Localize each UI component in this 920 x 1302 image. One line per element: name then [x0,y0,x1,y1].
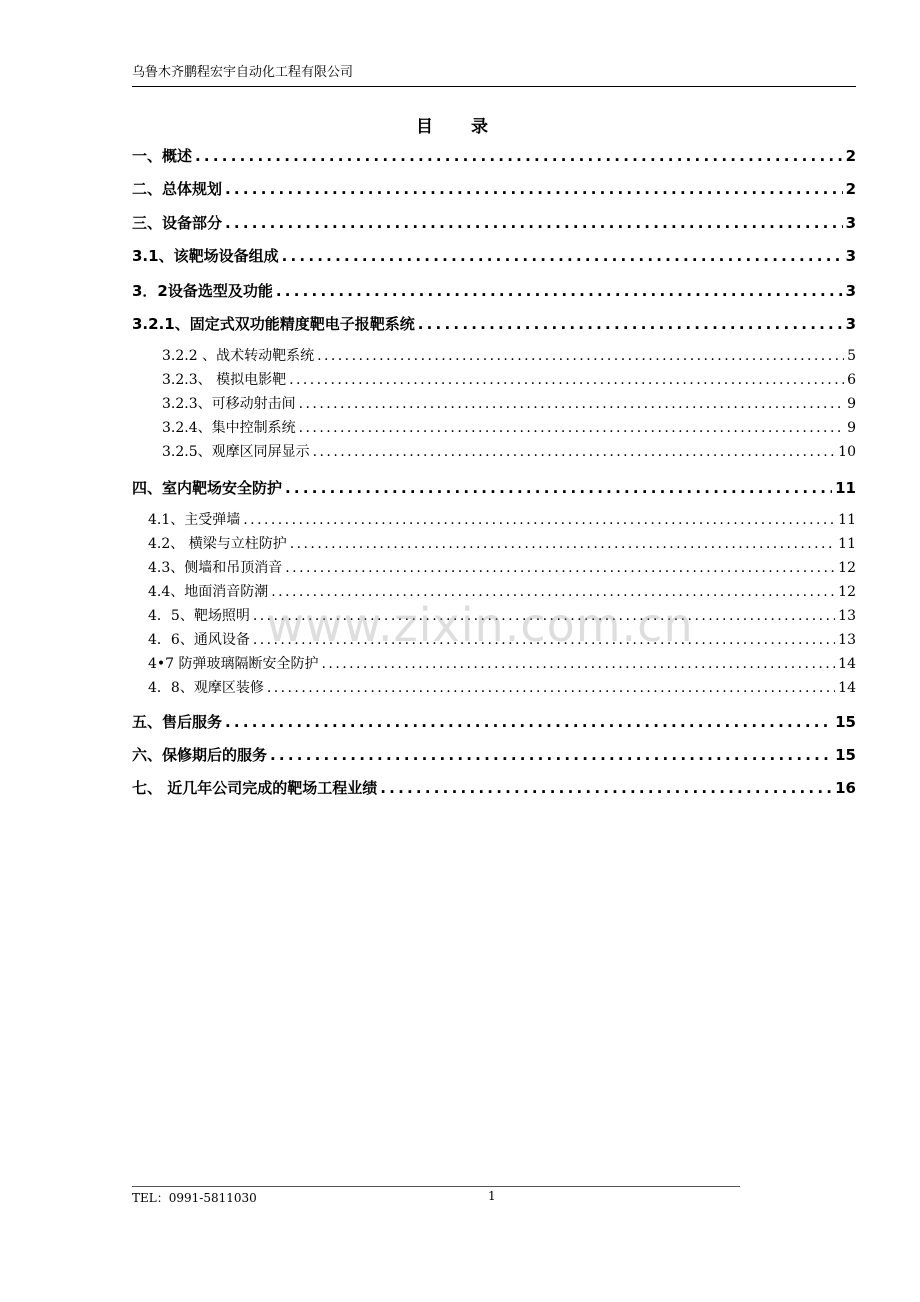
toc-entry-3-2[interactable] [132,280,856,302]
toc-entry-page: 16 [835,779,856,797]
toc-entry-page: 2 [845,147,856,165]
toc-entry-label: 四、室内靶场安全防护 [132,479,283,497]
toc-entry-4-6[interactable] [148,630,856,650]
toc-entry-past-projects[interactable] [132,777,856,799]
toc-entry-page: 11 [838,536,856,552]
toc-entry-page: 14 [838,656,856,672]
toc-entry-page: 15 [835,746,856,764]
toc-entry-page: 3 [845,214,856,232]
dot-leader [289,370,844,390]
dot-leader [225,178,843,200]
dot-leader [299,418,844,438]
toc-entry-page: 9 [847,396,856,412]
footer-telephone: TEL：0991-5811030 [132,1191,257,1205]
toc-entry-label: 4.3、侧墙和吊顶消音 [148,560,283,576]
toc-entry-overview[interactable] [132,145,856,167]
toc-entry-after-sales[interactable] [132,711,856,733]
dot-leader [253,606,835,626]
dot-leader [285,558,835,578]
toc-entry-label: 七、 近几年公司完成的靶场工程业绩 [132,779,378,797]
toc-entry-label: 3.2.1、固定式双功能精度靶电子报靶系统 [132,315,415,333]
toc-entry-equipment[interactable] [132,212,856,234]
toc-entry-label: 3.2.4、集中控制系统 [162,420,296,436]
dot-leader [195,145,843,167]
toc-entry-label: 3.2.5、观摩区同屏显示 [162,444,310,460]
toc-entry-3-2-1[interactable] [132,313,856,335]
toc-entry-page: 12 [838,560,856,576]
dot-leader [243,510,835,530]
toc-entry-3-2-2[interactable] [162,346,856,366]
toc-entry-4-4[interactable] [148,582,856,602]
footer-divider [132,1186,740,1187]
dot-leader [290,534,835,554]
toc-entry-page: 2 [845,180,856,198]
toc-entry-page: 13 [838,632,856,648]
toc-entry-label: 六、保修期后的服务 [132,746,268,764]
dot-leader [317,346,844,366]
toc-entry-3-2-4[interactable] [162,418,856,438]
dot-leader [285,477,832,499]
toc-entry-page: 3 [845,315,856,333]
toc-entry-page: 12 [838,584,856,600]
toc-entry-page: 15 [835,713,856,731]
toc-title: 目 录 [416,117,504,137]
toc-entry-page: 10 [838,444,856,460]
toc-entry-4-5[interactable] [148,606,856,626]
toc-entry-3-2-3-mobile-booth[interactable] [162,394,856,414]
toc-entry-safety[interactable] [132,477,856,499]
toc-entry-label: 4．6、通风设备 [148,632,250,648]
toc-entry-page: 11 [838,512,856,528]
toc-entry-label: 3.2.3、 模拟电影靶 [162,372,287,388]
dot-leader [418,313,843,335]
toc-entry-page: 6 [847,372,856,388]
toc-entry-4-3[interactable] [148,558,856,578]
toc-entry-label: 4.2、 横梁与立柱防护 [148,536,287,552]
toc-entry-label: 4．8、观摩区装修 [148,680,264,696]
page-header: 乌鲁木齐鹏程宏宇自动化工程有限公司 [132,64,856,87]
toc-entry-page: 14 [838,680,856,696]
dot-leader [253,630,835,650]
toc-entry-label: 3.2.3、可移动射击间 [162,396,296,412]
toc-entry-label: 4.4、地面消音防潮 [148,584,269,600]
toc-entry-4-7[interactable] [148,654,856,674]
toc-entry-label: 五、售后服务 [132,713,223,731]
watermark: www.zixin.com.cn [266,598,694,652]
toc-entry-overall-plan[interactable] [132,178,856,200]
toc-entry-4-2[interactable] [148,534,856,554]
toc-entry-label: 二、总体规划 [132,180,223,198]
dot-leader [380,777,832,799]
toc-entry-4-8[interactable] [148,678,856,698]
toc-entry-3-2-3-film-target[interactable] [162,370,856,390]
dot-leader [270,744,832,766]
toc-entry-4-1[interactable] [148,510,856,530]
toc-entry-label: 3.2.2 、战术转动靶系统 [162,348,315,364]
toc-entry-page: 11 [835,479,856,497]
dot-leader [225,711,832,733]
dot-leader [282,245,843,267]
toc-entry-page: 13 [838,608,856,624]
toc-entry-label: 4.1、主受弹墙 [148,512,241,528]
toc-entry-label: 一、概述 [132,147,193,165]
toc-entry-page: 3 [845,282,856,300]
toc-entry-3-1[interactable] [132,245,856,267]
dot-leader [299,394,844,414]
toc-entry-post-warranty[interactable] [132,744,856,766]
footer-page-number: 1 [488,1189,496,1203]
toc-entry-page: 5 [847,348,856,364]
dot-leader [267,678,835,698]
toc-entry-label: 4•7 防弹玻璃隔断安全防护 [148,656,319,672]
dot-leader [276,280,843,302]
toc-entry-label: 三、设备部分 [132,214,223,232]
toc-entry-label: 3.1、该靶场设备组成 [132,247,279,265]
toc-entry-page: 9 [847,420,856,436]
dot-leader [271,582,835,602]
toc-entry-page: 3 [845,247,856,265]
toc-entry-label: 3．2设备选型及功能 [132,282,273,300]
dot-leader [225,212,843,234]
toc-entry-label: 4．5、靶场照明 [148,608,250,624]
toc-entry-3-2-5[interactable] [162,442,856,462]
dot-leader [313,442,836,462]
dot-leader [322,654,836,674]
